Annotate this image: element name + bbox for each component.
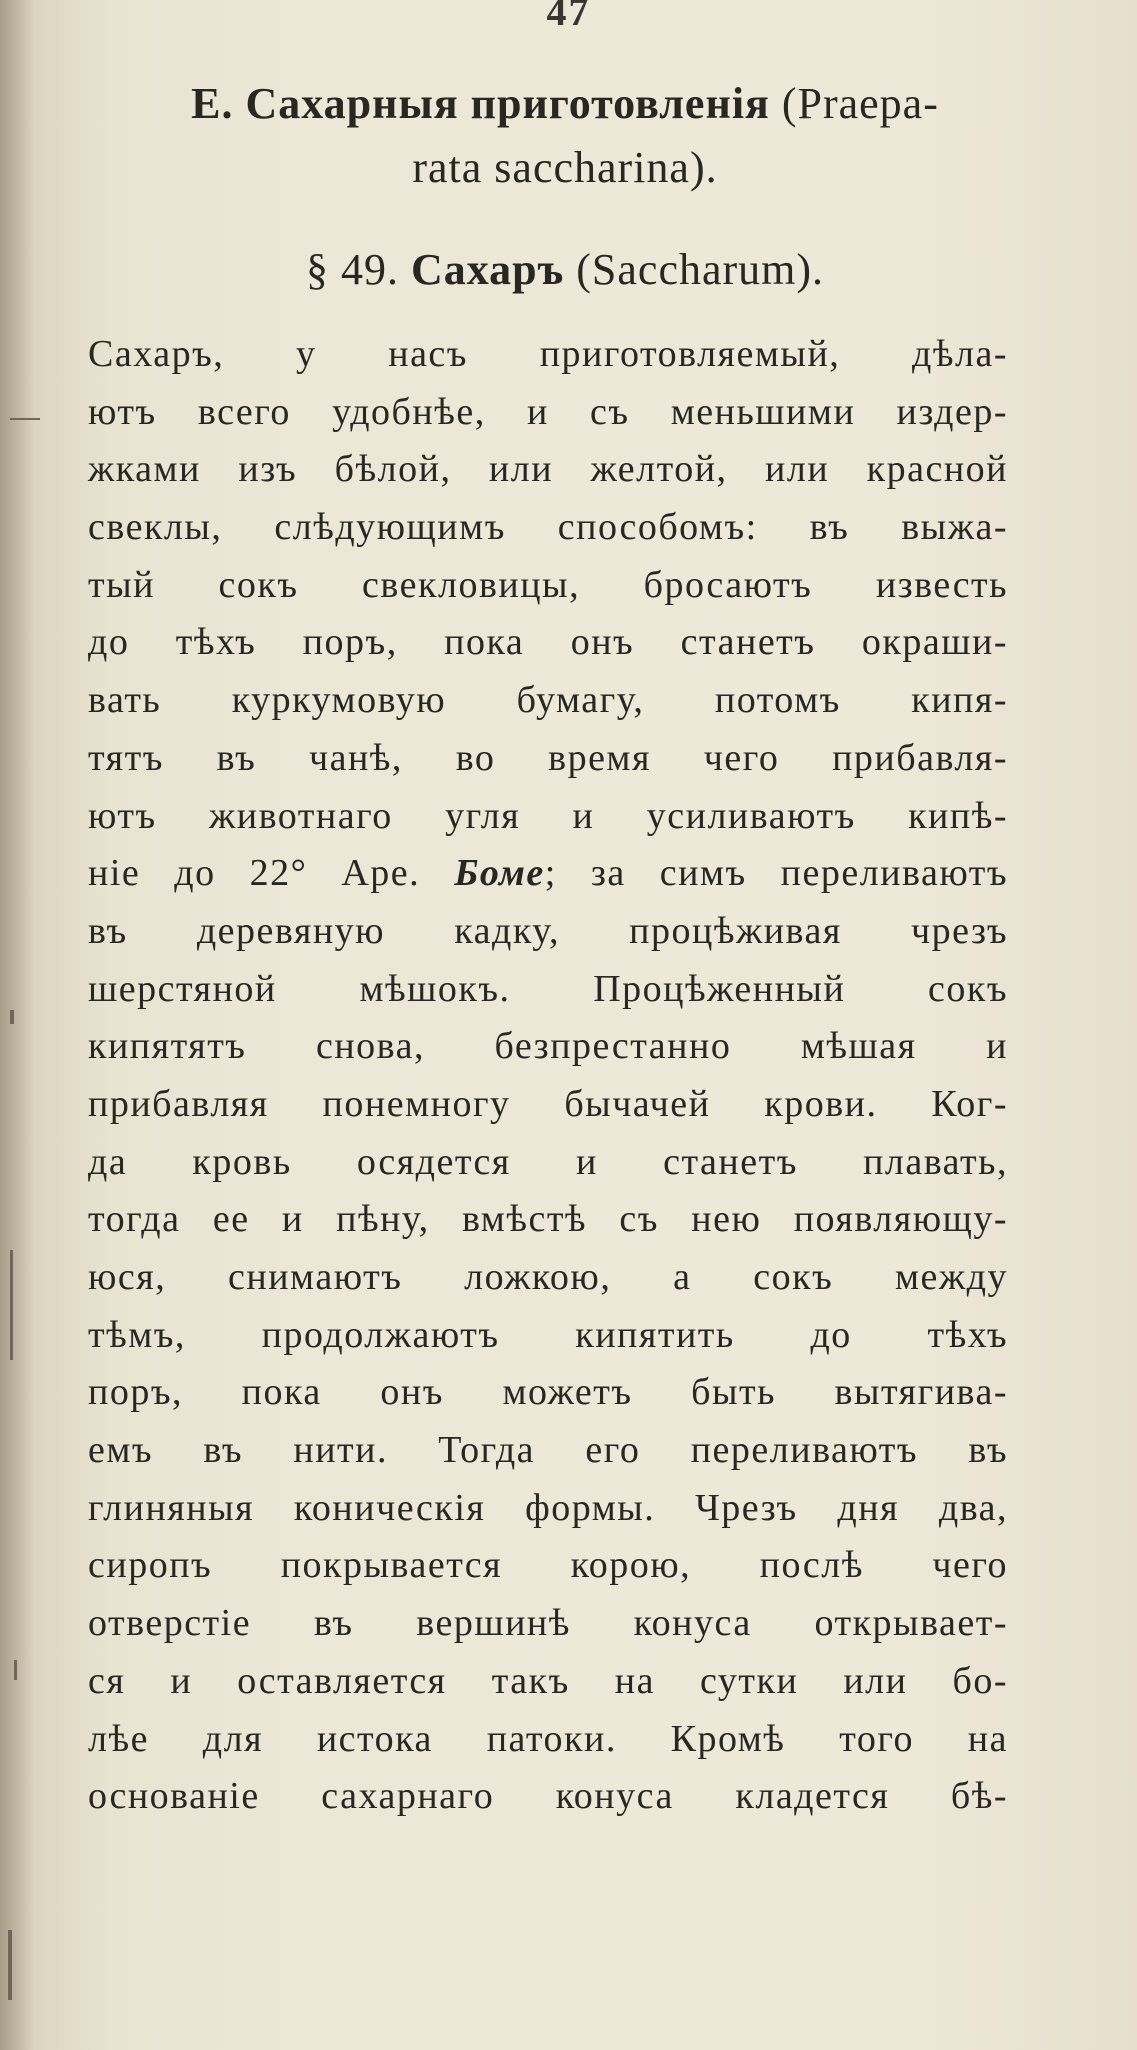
body-line: тый сокъ свекловицы, бросаютъ известь: [88, 563, 1008, 606]
paragraph-number: § 49.: [305, 245, 399, 294]
body-line: основаніе сахарнаго конуса кладется бѣ-: [88, 1775, 1008, 1818]
section-heading-latin-1: (Praepa-: [769, 79, 939, 128]
body-line: вать куркумовую бумагу, потомъ кипя-: [88, 679, 1008, 722]
margin-tick: [10, 1010, 14, 1024]
body-line-rest: ; за симъ переливаютъ: [544, 852, 1008, 895]
body-line: прибавляя понемногу бычачей крови. Ког-: [88, 1082, 1008, 1125]
paragraph-title-latin: (Saccharum).: [576, 245, 825, 294]
body-line: тѣмъ, продолжаютъ кипятить до тѣхъ: [88, 1313, 1008, 1356]
body-line: емъ въ нити. Тогда его переливаютъ въ: [88, 1429, 1008, 1472]
margin-tick: [8, 1930, 12, 2000]
body-line: жками изъ бѣлой, или желтой, или красной: [88, 448, 1008, 491]
body-line: лѣе для истока патоки. Кромѣ того на: [88, 1717, 1008, 1760]
body-line: сиропъ покрывается корою, послѣ чего: [88, 1544, 1008, 1587]
body-line-italic-name: Боме: [454, 852, 545, 895]
body-text: [88, 326, 1008, 1826]
body-line: тятъ въ чанѣ, во время чего прибавля-: [88, 736, 1008, 779]
body-line: Сахаръ, у насъ приготовляемый, дѣла-: [88, 333, 1008, 375]
body-line: юся, снимаютъ ложкою, а сокъ между: [88, 1256, 1008, 1298]
section-heading: [60, 72, 1070, 200]
spine-shadow: [0, 0, 34, 2050]
body-line: тогда ее и пѣну, вмѣстѣ съ нею появляющу-: [88, 1198, 1008, 1241]
body-line: въ деревяную кадку, процѣживая чрезъ: [88, 909, 1008, 952]
body-line: отверстіе въ вершинѣ конуса открывает-: [88, 1602, 1008, 1645]
body-line: кипятятъ снова, безпрестанно мѣшая и: [88, 1025, 1008, 1068]
body-line: поръ, пока онъ можетъ быть вытягива-: [88, 1371, 1008, 1414]
margin-tick: [10, 418, 40, 420]
margin-tick: [14, 1660, 17, 1680]
body-line: глиняныя коническія формы. Чрезъ дня два,: [88, 1486, 1008, 1529]
body-line: ся и оставляется такъ на сутки или бо-: [88, 1659, 1008, 1702]
body-line: шерстяной мѣшокъ. Процѣженный сокъ: [88, 967, 1008, 1010]
body-line: до тѣхъ поръ, пока онъ станетъ окраши-: [88, 621, 1008, 664]
body-line: ютъ животнаго угля и усиливаютъ кипѣ-: [88, 794, 1008, 837]
body-line: ютъ всего удобнѣе, и съ меньшими издер-: [88, 390, 1008, 433]
body-line: свеклы, слѣдующимъ способомъ: въ выжа-: [88, 506, 1008, 549]
page-number: 47: [546, 0, 591, 34]
body-line-mixed: [88, 845, 1008, 903]
body-line: да кровь осядется и станетъ плавать,: [88, 1140, 1008, 1183]
section-heading-latin-2: rata saccharina).: [412, 143, 718, 192]
margin-tick: [10, 1250, 13, 1360]
section-heading-main: Е. Сахарныя приготовленія: [191, 79, 770, 128]
body-line-start: ніе до 22° Аре.: [88, 852, 455, 895]
paragraph-title: Сахаръ: [410, 245, 565, 294]
paragraph-heading: [60, 238, 1070, 302]
